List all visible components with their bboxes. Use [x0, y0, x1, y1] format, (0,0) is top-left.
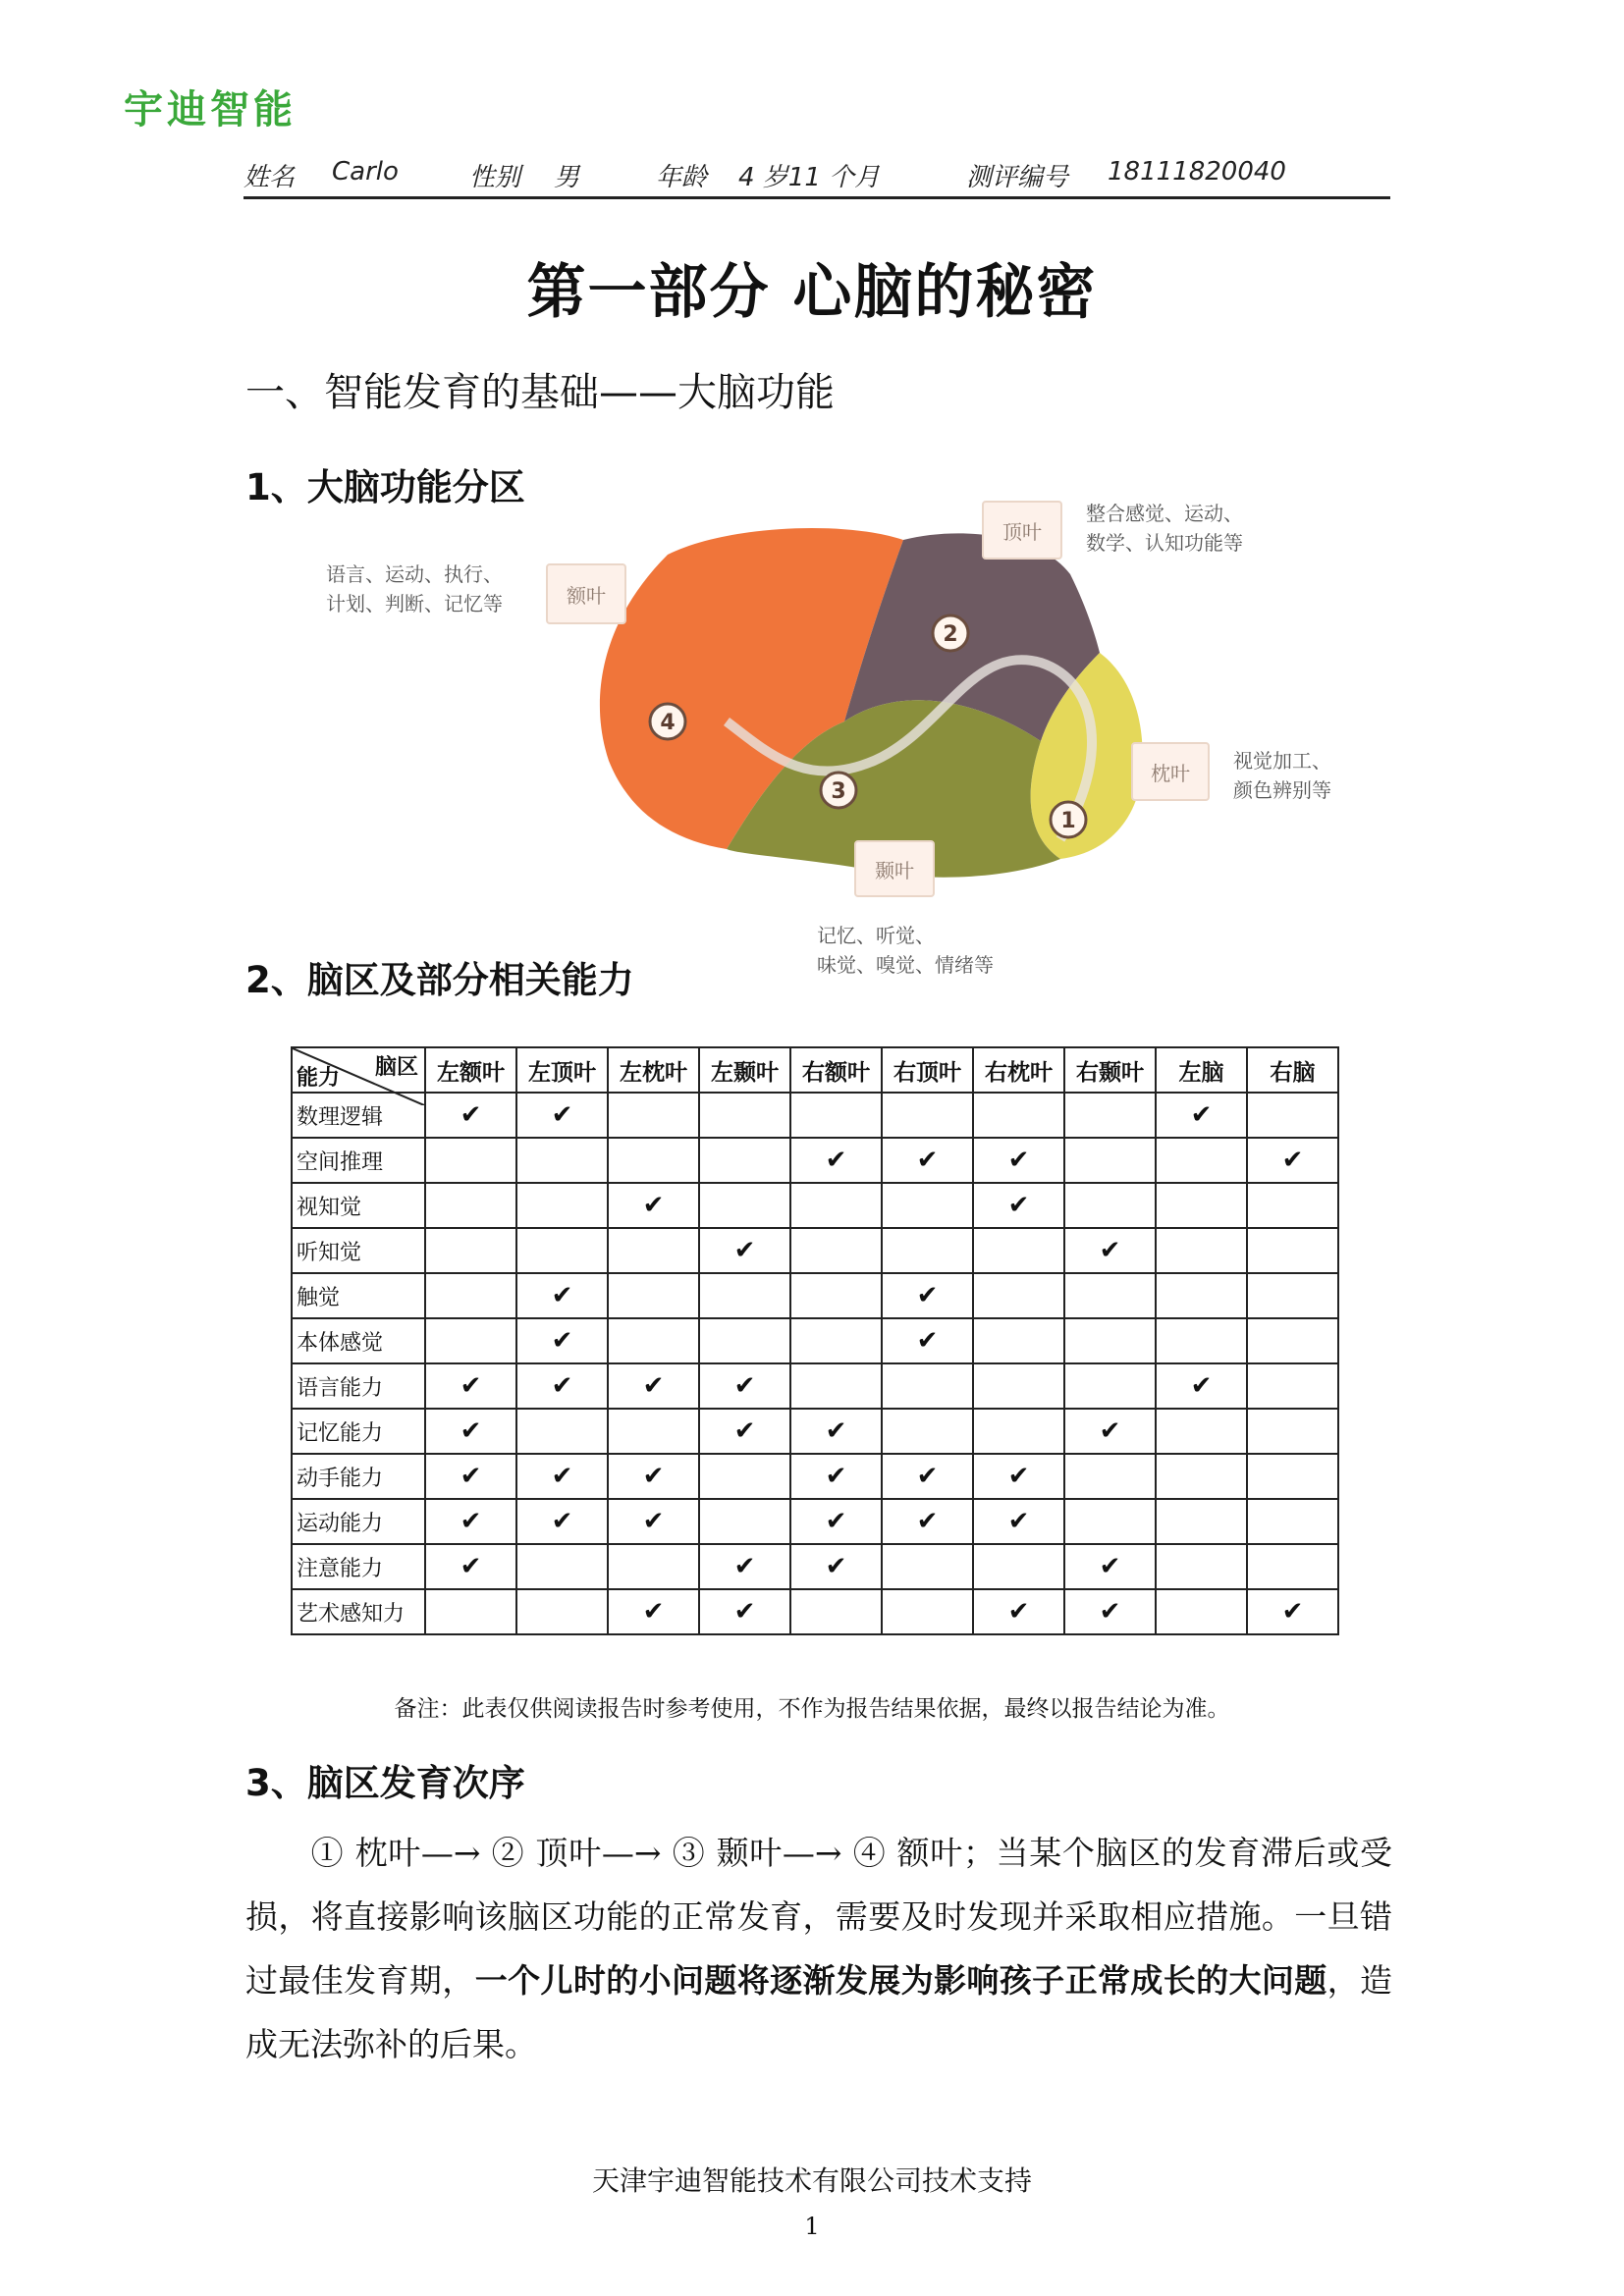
check-mark-cell: ✔	[699, 1589, 790, 1634]
check-mark-cell: ✔	[1247, 1589, 1338, 1634]
check-mark-cell: ✔	[882, 1273, 973, 1318]
number-label-1: 1	[1060, 809, 1076, 833]
row-label: 数理逻辑	[292, 1093, 425, 1138]
table-row	[292, 1138, 1338, 1183]
empty-cell	[1064, 1363, 1156, 1409]
empty-cell	[1064, 1093, 1156, 1138]
row-label: 触觉	[292, 1273, 425, 1318]
empty-cell	[608, 1544, 699, 1589]
frontal-description: 语言、运动、执行、 计划、判断、记忆等	[326, 562, 503, 615]
row-label: 听知觉	[292, 1228, 425, 1273]
page-number: 1	[804, 2213, 820, 2240]
empty-cell	[1156, 1228, 1247, 1273]
check-mark-cell: ✔	[882, 1499, 973, 1544]
empty-cell	[973, 1273, 1064, 1318]
empty-cell	[608, 1093, 699, 1138]
check-mark-cell: ✔	[699, 1409, 790, 1454]
empty-cell	[608, 1138, 699, 1183]
check-mark-cell: ✔	[516, 1093, 608, 1138]
table-header-row	[292, 1047, 1338, 1093]
empty-cell	[790, 1589, 882, 1634]
check-mark-cell: ✔	[608, 1589, 699, 1634]
check-mark-cell: ✔	[973, 1183, 1064, 1228]
brain-figure	[550, 515, 1178, 888]
check-mark-cell: ✔	[882, 1138, 973, 1183]
empty-cell	[425, 1138, 516, 1183]
empty-cell	[1156, 1544, 1247, 1589]
development-paragraph	[245, 1821, 1392, 2076]
check-mark-cell: ✔	[882, 1318, 973, 1363]
empty-cell	[699, 1183, 790, 1228]
name-label: 姓名	[244, 163, 296, 192]
empty-cell	[516, 1409, 608, 1454]
empty-cell	[790, 1228, 882, 1273]
company-logo: 宇迪智能	[124, 87, 297, 133]
table-row	[292, 1409, 1338, 1454]
empty-cell	[516, 1589, 608, 1634]
empty-cell	[882, 1544, 973, 1589]
empty-cell	[1156, 1183, 1247, 1228]
number-label-4: 4	[660, 711, 676, 735]
empty-cell	[1156, 1138, 1247, 1183]
paragraph-part-1: ① 枕叶—→ ② 顶叶—→ ③ 颞叶—→ ④ 额叶；当某个脑区的发育滞后或受损，将直接影响该脑区功能的正常发育，需要及时发现并采取相应措施。一旦错过最佳发育期，	[245, 1834, 1392, 2000]
number-circle-2	[933, 615, 968, 651]
number-circle-4	[650, 704, 685, 739]
corner-bottom-label: 能力	[297, 1065, 341, 1091]
empty-cell	[608, 1318, 699, 1363]
empty-cell	[790, 1093, 882, 1138]
table-row	[292, 1273, 1338, 1318]
check-mark-cell: ✔	[608, 1183, 699, 1228]
table-row	[292, 1363, 1338, 1409]
table-row	[292, 1228, 1338, 1273]
check-mark-cell: ✔	[516, 1273, 608, 1318]
empty-cell	[1247, 1318, 1338, 1363]
empty-cell	[882, 1363, 973, 1409]
check-mark-cell: ✔	[790, 1499, 882, 1544]
header-cell: 左颞叶	[699, 1047, 790, 1093]
empty-cell	[973, 1228, 1064, 1273]
empty-cell	[1247, 1454, 1338, 1499]
empty-cell	[608, 1273, 699, 1318]
empty-cell	[973, 1409, 1064, 1454]
empty-cell	[973, 1318, 1064, 1363]
row-label: 记忆能力	[292, 1409, 425, 1454]
empty-cell	[1156, 1499, 1247, 1544]
empty-cell	[882, 1589, 973, 1634]
row-label: 运动能力	[292, 1499, 425, 1544]
number-circle-1	[1051, 802, 1086, 837]
header-cell: 左脑	[1156, 1047, 1247, 1093]
page-title: 第一部分 心脑的秘密	[526, 258, 1098, 327]
table-row	[292, 1183, 1338, 1228]
check-mark-cell: ✔	[608, 1363, 699, 1409]
empty-cell	[1064, 1318, 1156, 1363]
header-cell: 左枕叶	[608, 1047, 699, 1093]
empty-cell	[1064, 1499, 1156, 1544]
header-cell: 右顶叶	[882, 1047, 973, 1093]
check-mark-cell: ✔	[790, 1454, 882, 1499]
check-mark-cell: ✔	[1064, 1544, 1156, 1589]
table-row	[292, 1544, 1338, 1589]
frontal-lobe-label: 额叶	[546, 563, 626, 624]
table-row	[292, 1499, 1338, 1544]
empty-cell	[1247, 1499, 1338, 1544]
id-label: 测评编号	[966, 163, 1069, 192]
check-mark-cell: ✔	[516, 1499, 608, 1544]
check-mark-cell: ✔	[608, 1454, 699, 1499]
empty-cell	[790, 1273, 882, 1318]
empty-cell	[790, 1363, 882, 1409]
check-mark-cell: ✔	[1156, 1363, 1247, 1409]
empty-cell	[1064, 1273, 1156, 1318]
row-label: 视知觉	[292, 1183, 425, 1228]
empty-cell	[973, 1544, 1064, 1589]
check-mark-cell: ✔	[425, 1544, 516, 1589]
empty-cell	[516, 1228, 608, 1273]
empty-cell	[516, 1183, 608, 1228]
empty-cell	[882, 1228, 973, 1273]
empty-cell	[608, 1409, 699, 1454]
empty-cell	[699, 1138, 790, 1183]
empty-cell	[699, 1454, 790, 1499]
empty-cell	[699, 1273, 790, 1318]
number-circle-3	[821, 773, 856, 808]
empty-cell	[1064, 1138, 1156, 1183]
number-label-3: 3	[831, 779, 846, 804]
paragraph-bold: 一个儿时的小问题将逐渐发展为影响孩子正常成长的大问题	[474, 1961, 1327, 2000]
number-label-2: 2	[943, 622, 958, 647]
gender-value: 男	[554, 163, 580, 192]
check-mark-cell: ✔	[973, 1138, 1064, 1183]
row-label: 动手能力	[292, 1454, 425, 1499]
empty-cell	[1156, 1454, 1247, 1499]
check-mark-cell: ✔	[516, 1363, 608, 1409]
empty-cell	[1156, 1589, 1247, 1634]
occipital-description: 视觉加工、 颜色辨别等	[1233, 749, 1331, 802]
empty-cell	[973, 1093, 1064, 1138]
empty-cell	[699, 1499, 790, 1544]
empty-cell	[425, 1228, 516, 1273]
parietal-description: 整合感觉、运动、 数学、认知功能等	[1086, 502, 1243, 555]
empty-cell	[425, 1273, 516, 1318]
header-cell: 右脑	[1247, 1047, 1338, 1093]
header-cell: 右颞叶	[1064, 1047, 1156, 1093]
age-label: 年龄	[656, 163, 708, 192]
empty-cell	[1247, 1363, 1338, 1409]
empty-cell	[699, 1093, 790, 1138]
row-label: 本体感觉	[292, 1318, 425, 1363]
check-mark-cell: ✔	[425, 1454, 516, 1499]
check-mark-cell: ✔	[973, 1499, 1064, 1544]
empty-cell	[1247, 1183, 1338, 1228]
table-row	[292, 1318, 1338, 1363]
check-mark-cell: ✔	[1064, 1228, 1156, 1273]
info-bar	[244, 157, 1390, 199]
check-mark-cell: ✔	[1247, 1138, 1338, 1183]
table-row	[292, 1589, 1338, 1634]
table-note: 备注：此表仅供阅读报告时参考使用，不作为报告结果依据，最终以报告结论为准。	[394, 1696, 1230, 1722]
header-cell: 右枕叶	[973, 1047, 1064, 1093]
empty-cell	[608, 1228, 699, 1273]
check-mark-cell: ✔	[790, 1138, 882, 1183]
empty-cell	[1064, 1183, 1156, 1228]
row-label: 空间推理	[292, 1138, 425, 1183]
check-mark-cell: ✔	[973, 1589, 1064, 1634]
brain-illustration	[550, 515, 1178, 888]
check-mark-cell: ✔	[1064, 1589, 1156, 1634]
header-cell: 左顶叶	[516, 1047, 608, 1093]
empty-cell	[882, 1183, 973, 1228]
section-heading: 一、智能发育的基础——大脑功能	[245, 370, 835, 415]
check-mark-cell: ✔	[425, 1363, 516, 1409]
empty-cell	[1247, 1273, 1338, 1318]
subheading-brain-areas: 1、大脑功能分区	[245, 466, 525, 508]
empty-cell	[1064, 1454, 1156, 1499]
check-mark-cell: ✔	[516, 1318, 608, 1363]
check-mark-cell: ✔	[1156, 1093, 1247, 1138]
empty-cell	[790, 1318, 882, 1363]
empty-cell	[425, 1318, 516, 1363]
subheading-abilities: 2、脑区及部分相关能力	[245, 959, 634, 1001]
empty-cell	[516, 1544, 608, 1589]
empty-cell	[1156, 1409, 1247, 1454]
footer-text: 天津宇迪智能技术有限公司技术支持	[591, 2164, 1032, 2197]
empty-cell	[516, 1138, 608, 1183]
row-label: 注意能力	[292, 1544, 425, 1589]
corner-top-label: 脑区	[374, 1054, 418, 1080]
check-mark-cell: ✔	[425, 1499, 516, 1544]
row-label: 语言能力	[292, 1363, 425, 1409]
table-row	[292, 1093, 1338, 1138]
empty-cell	[1247, 1409, 1338, 1454]
check-mark-cell: ✔	[1064, 1409, 1156, 1454]
subheading-development-order: 3、脑区发育次序	[245, 1762, 525, 1804]
row-label: 艺术感知力	[292, 1589, 425, 1634]
empty-cell	[425, 1183, 516, 1228]
check-mark-cell: ✔	[790, 1409, 882, 1454]
empty-cell	[973, 1363, 1064, 1409]
empty-cell	[1247, 1544, 1338, 1589]
temporal-description: 记忆、听觉、 味觉、嗅觉、情绪等	[817, 924, 994, 977]
check-mark-cell: ✔	[425, 1093, 516, 1138]
check-mark-cell: ✔	[973, 1454, 1064, 1499]
check-mark-cell: ✔	[425, 1409, 516, 1454]
empty-cell	[1156, 1273, 1247, 1318]
empty-cell	[699, 1318, 790, 1363]
empty-cell	[1247, 1228, 1338, 1273]
occipital-lobe-label: 枕叶	[1131, 742, 1210, 801]
ability-table	[291, 1046, 1339, 1635]
empty-cell	[425, 1589, 516, 1634]
check-mark-cell: ✔	[699, 1228, 790, 1273]
id-value: 18111820040	[1108, 157, 1286, 187]
name-value: Carlo	[332, 157, 399, 187]
gender-label: 性别	[469, 163, 521, 192]
empty-cell	[1156, 1318, 1247, 1363]
corner-cell	[292, 1047, 425, 1093]
empty-cell	[1247, 1093, 1338, 1138]
header-cell: 右额叶	[790, 1047, 882, 1093]
age-value: 4 岁11 个月	[738, 163, 881, 192]
check-mark-cell: ✔	[699, 1363, 790, 1409]
check-mark-cell: ✔	[882, 1454, 973, 1499]
paragraph-part-2: ，造成无法弥补的后果。	[245, 1961, 1393, 2063]
check-mark-cell: ✔	[790, 1544, 882, 1589]
empty-cell	[882, 1409, 973, 1454]
header-cell: 左额叶	[425, 1047, 516, 1093]
check-mark-cell: ✔	[608, 1499, 699, 1544]
empty-cell	[790, 1183, 882, 1228]
check-mark-cell: ✔	[699, 1544, 790, 1589]
parietal-lobe-label: 顶叶	[982, 501, 1062, 560]
temporal-lobe-label: 颞叶	[854, 840, 935, 897]
table-row	[292, 1454, 1338, 1499]
check-mark-cell: ✔	[516, 1454, 608, 1499]
empty-cell	[882, 1093, 973, 1138]
